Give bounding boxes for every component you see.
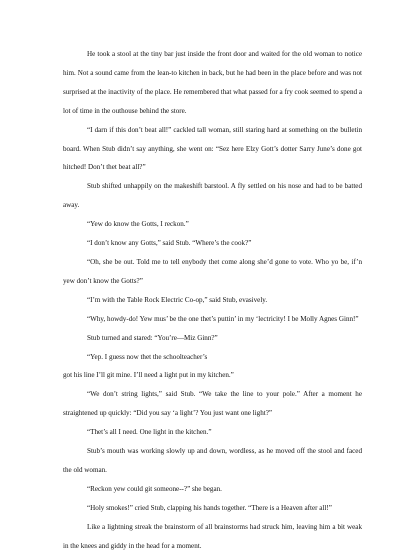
paragraph-8: “Why, howdy-do! Yew mus’ be the one thet’s puttin’ in my ‘lectricity! I be Molly Agnes Ginn!” <box>87 314 359 323</box>
paragraph-6: “Oh, she be out. Told me to tell enybody thet come along she’d gone to vote. Who yo be, if’n yew don’t know the Gotts?” <box>63 257 362 285</box>
paragraph-2: “I darn if this don’t beat all!” cackled tall woman, still staring hard at something on the bulletin board. When Stub didn’t say anything, she went on: “Sez here Elzy Gott’s dotter Sarry June’s done got hitched! Don’t thet beat all?” <box>63 125 362 172</box>
paragraph-7: “I’m with the Table Rock Electric Co-op,” said Stub, evasively. <box>87 295 268 304</box>
paragraph-17: Like a lightning streak the brainstorm of all brainstorms had struck him, leaving him a bit weak in the knees and giddy in the head for a moment. <box>63 522 362 550</box>
paragraph-12: “We don’t string lights,” said Stub. “We take the line to your pole.” After a moment he straightened up quickly: “Did you say ‘a light’? You just want one light?” <box>63 390 362 418</box>
paragraph-16: “Holy smokes!” cried Stub, clapping his hands together. “There is a Heaven after all!” <box>87 503 332 512</box>
paragraph-14: Stub’s mouth was working slowly up and down, wordless, as he moved off the stool and faced the old woman. <box>63 447 362 474</box>
paragraph-9: Stub turned and stared: “You’re—Miz Ginn?” <box>87 333 218 342</box>
paragraph-3: Stub shifted unhappily on the makeshift barstool. A fly settled on his nose and had to be batted away. <box>63 182 362 210</box>
paragraph-15: “Reckon yew could git someone--?” she began. <box>87 484 222 493</box>
paragraph-1: He took a stool at the tiny bar just inside the front door and waited for the old woman to notice him. Not a sound came from the lean-to kitchen in back, but he had been in the place before and was not surprised at the inactivity of the place. He remembered that what passed for a fry cook seemed to spend a lot of time in the outhouse behind the store. <box>63 50 362 115</box>
paragraph-4: “Yew do know the Gotts, I reckon.” <box>87 220 189 229</box>
paragraph-11: got his line I’ll git mine. I’ll need a light put in my kitchen.” <box>63 371 234 380</box>
paragraph-10: “Yep. I guess now thet the schoolteacher’s <box>87 352 208 361</box>
paragraph-13: “Thet’s all I need. One light in the kitchen.” <box>87 428 212 437</box>
paragraph-5: “I don’t know any Gotts,” said Stub. “Where’s the cook?” <box>87 239 252 248</box>
